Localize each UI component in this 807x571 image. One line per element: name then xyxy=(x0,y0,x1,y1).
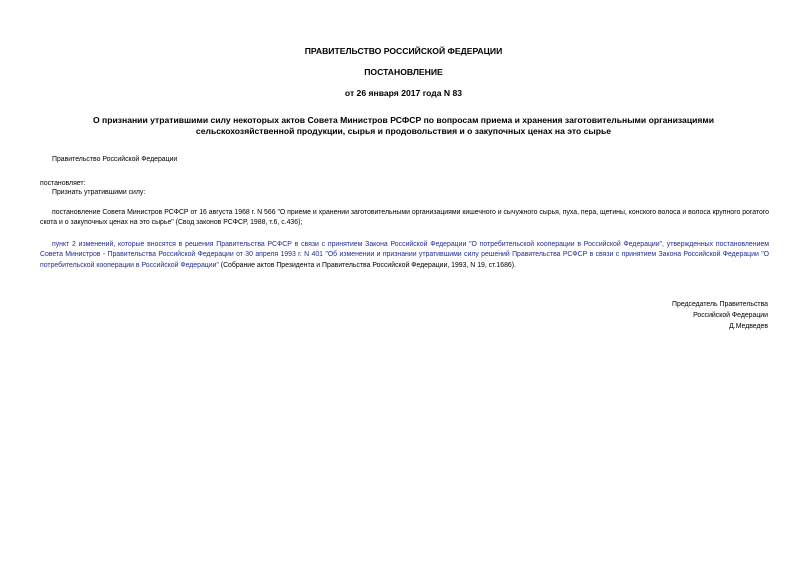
document-title-line-1: О признании утратившими силу некоторых актов Совета Министров РСФСР по вопросам приема и хранения заготовительными организациями xyxy=(92,115,715,125)
signature-name: Д.Медведев xyxy=(729,323,768,330)
repealed-item-1: постановление Совета Министров РСФСР от 16 августа 1968 г. N 566 "О приеме и хранении заготовительными организациями кишечного и сычужного сырья, пуха, пера, щетины, конского волоса и волоса крупного рогатого скота и о закупочных ценах на это сырье" (Свод законов РСФСР, 1988, т.6, с.436); xyxy=(40,209,770,227)
repealed-item-2-link[interactable]: пункт 2 изменений, которые вносятся в решения Правительства РСФСР в связи с принятием Закона Российской Федерации "О потребительской кооперации в Российской Федерации", утвержденных постановлением Совета Министров - Правительства Российской Федерации от 30 апреля 1993 г. N 401 "Об изменении и признании утратившими силу решений Правительства РСФСР в связи с принятием Закона Российской Федерации "О потребительской кооперации в Российской Федерации" xyxy=(40,241,769,269)
repealed-item-2-source: (Собрание актов Президента и Правительства Российской Федерации, 1993, N 19, ст.1686). xyxy=(218,261,516,269)
signature-position-line-2: Российской Федерации xyxy=(693,312,768,319)
repealed-item-2 xyxy=(40,240,769,271)
document-date-number: от 26 января 2017 года N 83 xyxy=(344,88,463,98)
government-heading: ПРАВИТЕЛЬСТВО РОССИЙСКОЙ ФЕДЕРАЦИИ xyxy=(304,46,503,56)
document-type: ПОСТАНОВЛЕНИЕ xyxy=(364,67,443,77)
preamble-text: Правительство Российской Федерации xyxy=(52,156,178,163)
document-title xyxy=(40,115,767,137)
document-title-line-2: сельскохозяйственной продукции, сырья и продовольствия и о закупочных ценах на это сырье xyxy=(195,126,612,136)
decides-text: постановляет: xyxy=(40,180,86,187)
recognize-text: Признать утратившими силу: xyxy=(52,189,146,196)
signature-position-line-1: Председатель Правительства xyxy=(672,301,768,308)
